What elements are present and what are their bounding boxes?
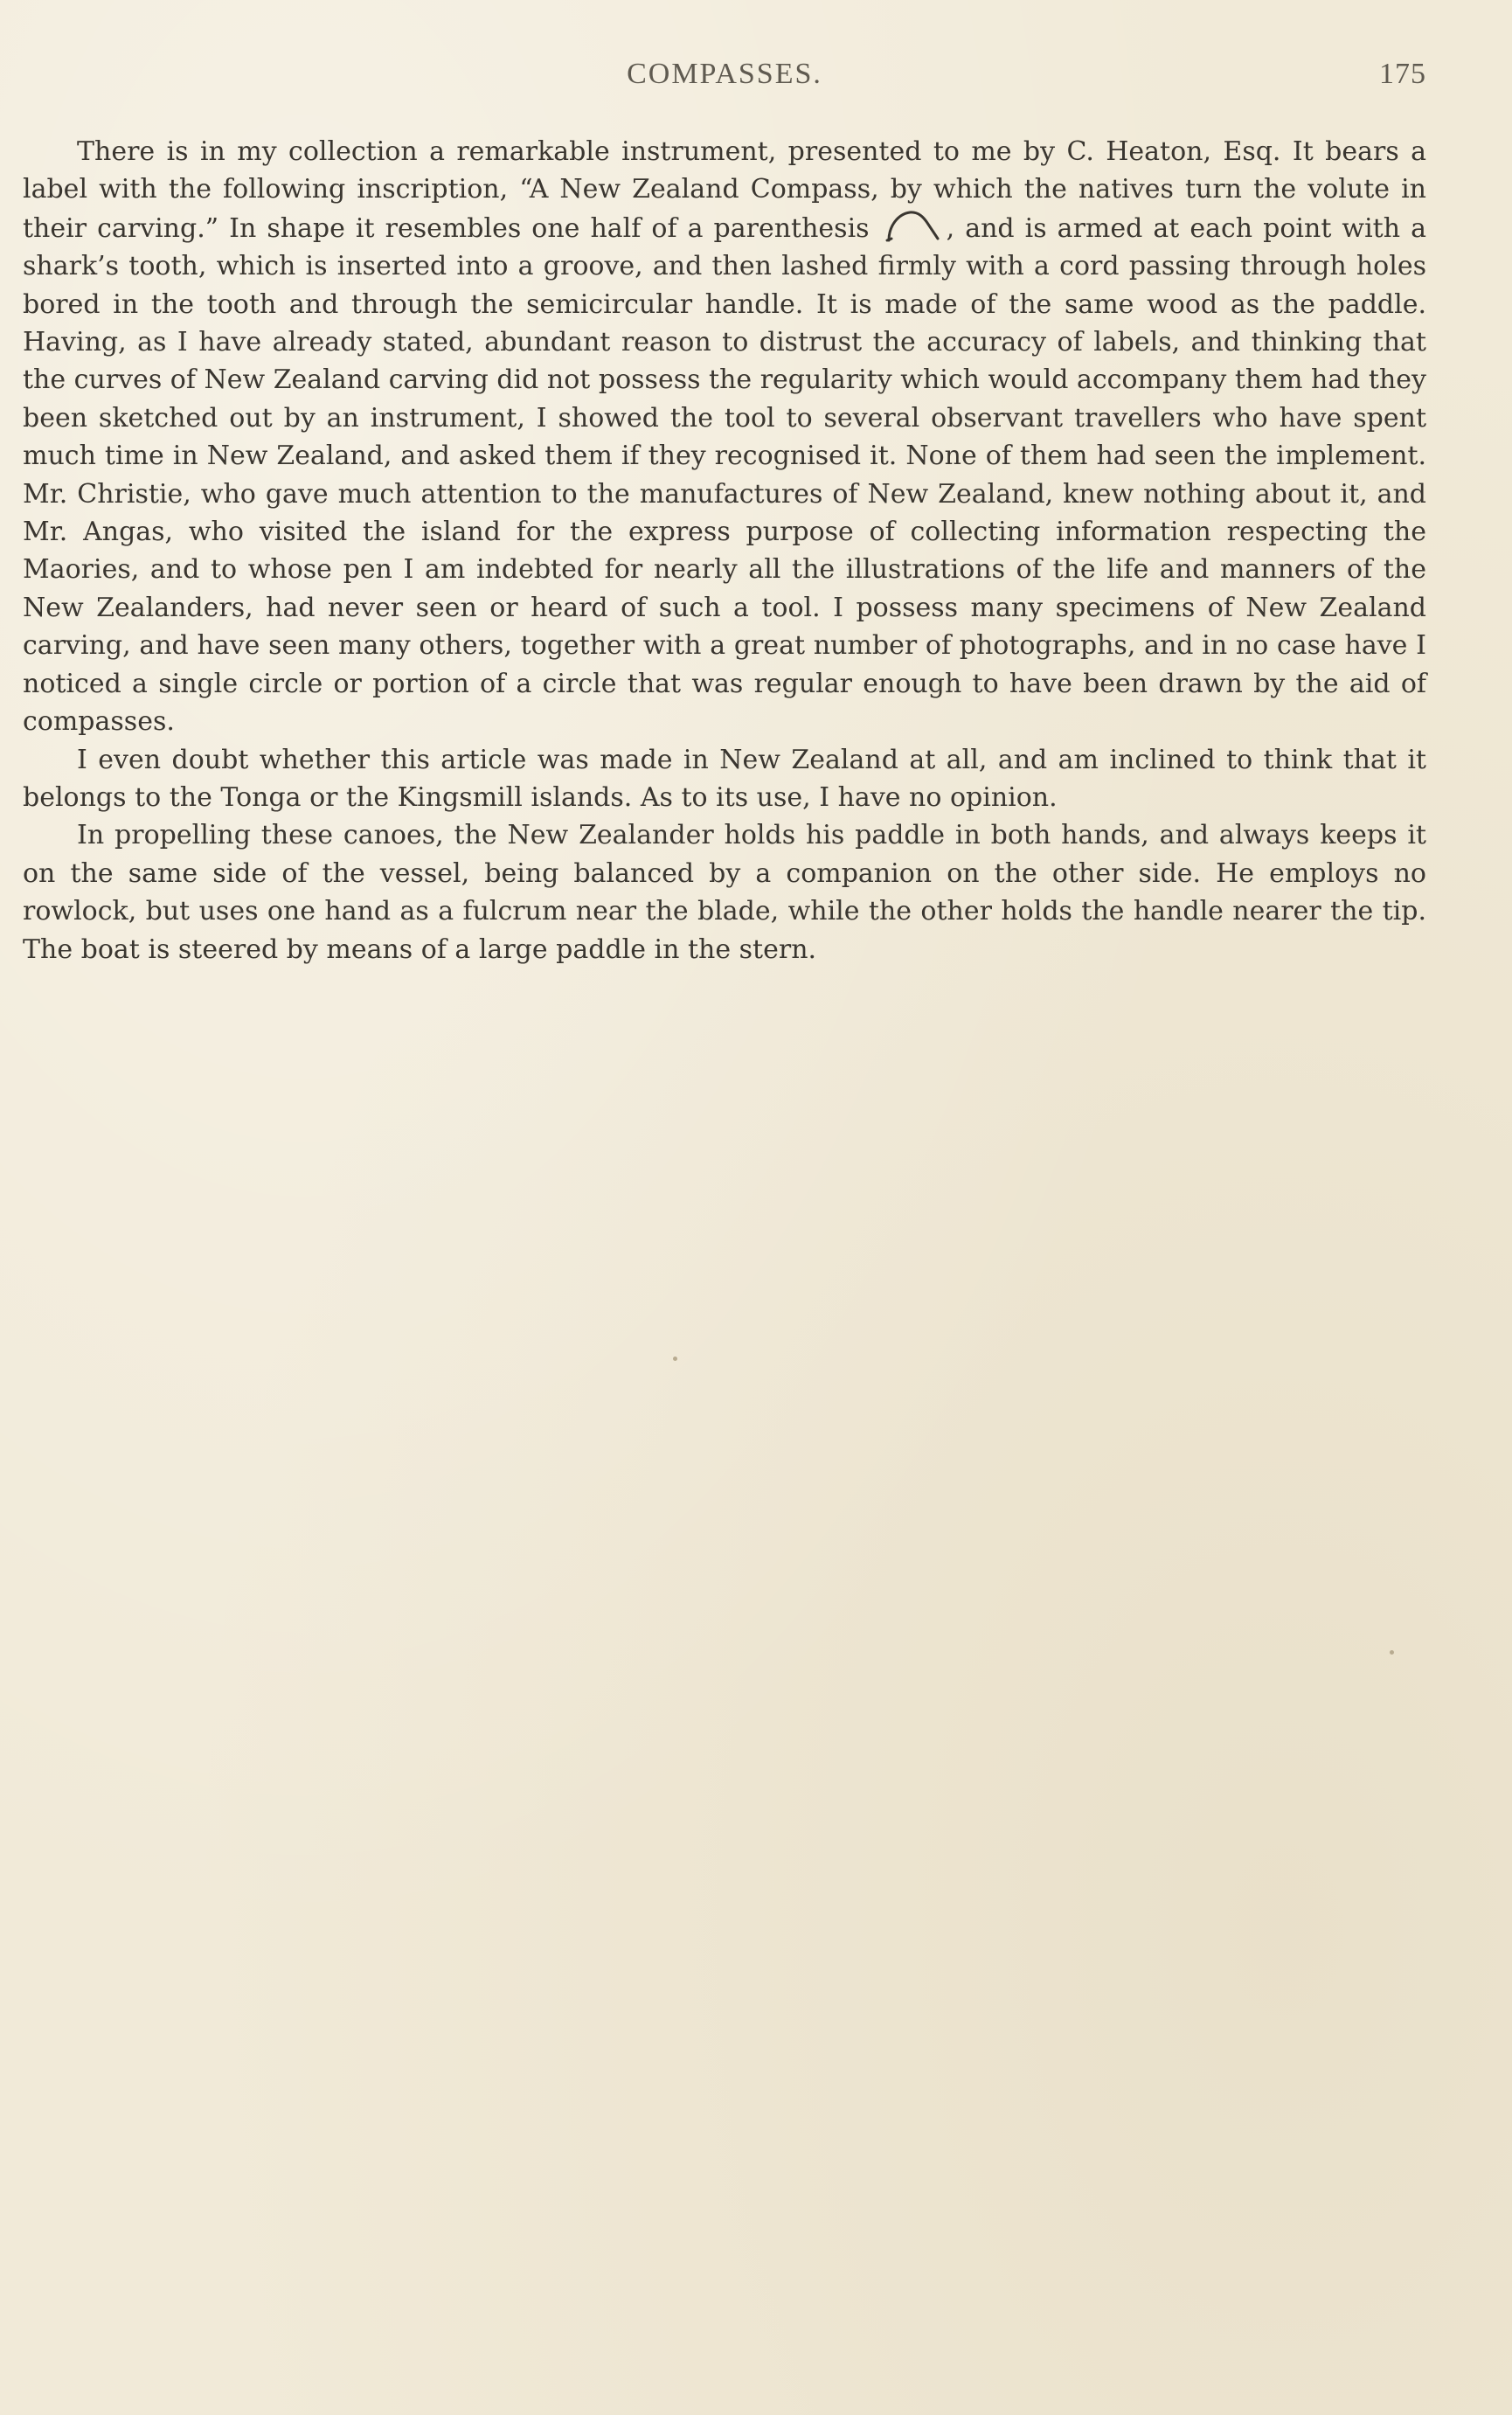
running-head	[23, 58, 1426, 98]
page-number: 175	[1379, 58, 1426, 90]
running-title: COMPASSES.	[627, 58, 822, 90]
paper-speck	[673, 1357, 677, 1361]
body-text	[23, 133, 1426, 968]
half-parenthesis-icon	[884, 209, 943, 242]
paragraph-1-continuation: , and is armed at each point with a shark’s tooth, which is inserted into a groove, and then lashed firmly with a cord passing through holes bored in the tooth and through the semicircular handle. It is made of the same wood as the paddle. Having, as I have already stated, abundant reason to distrust the accuracy of labels, and thinking that the curves of New Zealand carving did not possess the regularity which would accompany them had they been sketched out by an instrument, I showed the tool to several observant travellers who have spent much time in New Zealand, and asked them if they recognised it. None of them had seen the implement. Mr. Christie, who gave much attention to the manufactures of New Zealand, knew nothing about it, and Mr. Angas, who visited the island for the express purpose of collecting information respecting the Maories, and to whose pen I am indebted for nearly all the illustrations of the life and manners of the New Zealanders, had never seen or heard of such a tool. I possess many specimens of New Zealand carving, and have seen many others, together with a great number of photographs, and in no case have I noticed a single circle or portion of a circle that was regular enough to have been drawn by the aid of compasses.	[23, 212, 1426, 738]
paragraph-1-opening: There is in my collection a remarkable instrument, presented to me by C. Heaton, Esq. It bears a label with the following inscription, “A New Zealand Compass, by which the natives turn the volute in their carving.” In shape it resembles one half of a parenthesis	[23, 136, 1426, 244]
paper-speck	[1390, 1650, 1394, 1655]
paragraph-compass-description	[23, 133, 1426, 741]
paragraph-paddling: In propelling these canoes, the New Zealander holds his paddle in both hands, and always keeps it on the same side of the vessel, being balanced by a companion on the other side. He employs no rowlock, but uses one hand as a fulcrum near the blade, while the other holds the handle nearer the tip. The boat is steered by means of a large paddle in the stern.	[23, 820, 1426, 965]
paragraph-origin: I even doubt whether this article was made in New Zealand at all, and am inclined to think that it belongs to the Tonga or the Kingsmill islands. As to its use, I have no opinion.	[23, 744, 1426, 813]
